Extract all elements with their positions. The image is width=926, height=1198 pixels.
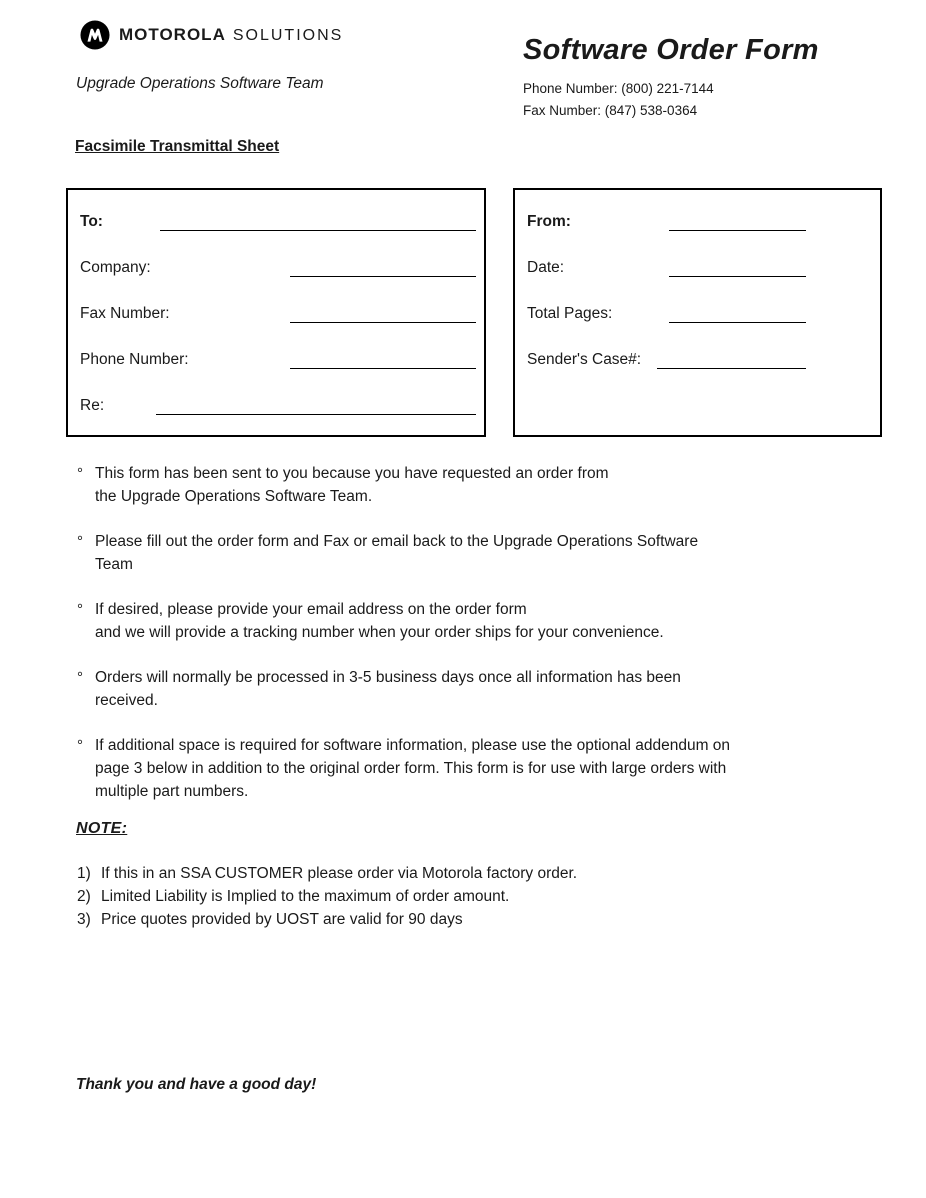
re-row bbox=[68, 376, 484, 422]
note-item-number: 3) bbox=[77, 911, 91, 928]
bullet-text-line: Orders will normally be processed in 3-5 business days once all information has been bbox=[95, 669, 681, 686]
note-heading: NOTE: bbox=[76, 820, 128, 837]
re-blank-line bbox=[156, 414, 476, 415]
bullet-text bbox=[95, 462, 877, 508]
brand-header bbox=[80, 20, 343, 50]
bullet-marker: ° bbox=[77, 533, 83, 550]
bullet-item bbox=[77, 530, 877, 576]
fax-number: Fax Number: (847) 538-0364 bbox=[523, 103, 698, 118]
closing-message: Thank you and have a good day! bbox=[76, 1076, 317, 1093]
to-blank-line bbox=[160, 230, 476, 231]
note-item-text: Limited Liability is Implied to the maximum of order amount. bbox=[101, 888, 510, 905]
sender-case-blank-line bbox=[657, 368, 806, 369]
phone-number: Phone Number: (800) 221-7144 bbox=[523, 81, 714, 96]
sender-case-label: Sender's Case#: bbox=[527, 351, 642, 368]
to-row bbox=[68, 190, 484, 238]
from-box bbox=[513, 188, 882, 437]
bullet-text-line: Please fill out the order form and Fax or email back to the Upgrade Operations Software bbox=[95, 533, 699, 550]
total-pages-row bbox=[515, 284, 880, 330]
total-pages-label: Total Pages: bbox=[527, 305, 613, 322]
sheet-title: Facsimile Transmittal Sheet bbox=[75, 138, 280, 155]
fax-label: Fax Number: bbox=[80, 305, 170, 322]
note-item-text: If this in an SSA CUSTOMER please order via Motorola factory order. bbox=[101, 865, 578, 882]
date-row bbox=[515, 238, 880, 284]
bullet-text-line: multiple part numbers. bbox=[95, 783, 249, 800]
brand-wordmark bbox=[119, 25, 343, 45]
team-subtitle: Upgrade Operations Software Team bbox=[76, 75, 324, 92]
fax-row bbox=[68, 284, 484, 330]
motorola-logo-icon bbox=[80, 20, 110, 50]
company-blank-line bbox=[290, 276, 476, 277]
bullet-text-line: and we will provide a tracking number when your order ships for your convenience. bbox=[95, 624, 664, 641]
bullet-text bbox=[95, 734, 877, 803]
bullet-text-line: page 3 below in addition to the original order form. This form is for use with large orders with bbox=[95, 760, 727, 777]
re-label: Re: bbox=[80, 397, 105, 414]
from-row bbox=[515, 190, 880, 238]
bullet-text-line: This form has been sent to you because you have requested an order from bbox=[95, 465, 609, 482]
bullet-text-line: Team bbox=[95, 556, 133, 573]
bullet-text bbox=[95, 598, 877, 644]
bullet-text bbox=[95, 530, 877, 576]
from-label: From: bbox=[527, 213, 571, 230]
note-item-number: 1) bbox=[77, 865, 91, 882]
bullet-marker: ° bbox=[77, 601, 83, 618]
bullet-text-line: the Upgrade Operations Software Team. bbox=[95, 488, 373, 505]
note-item bbox=[77, 908, 577, 931]
title-block bbox=[523, 34, 819, 122]
note-list bbox=[77, 862, 577, 931]
bullet-item bbox=[77, 462, 877, 508]
brand-name-solutions: SOLUTIONS bbox=[232, 27, 344, 44]
phone-label: Phone Number: bbox=[80, 351, 189, 368]
sender-case-row bbox=[515, 330, 880, 376]
bullet-item bbox=[77, 734, 877, 803]
to-box bbox=[66, 188, 486, 437]
bullet-text-line: received. bbox=[95, 692, 158, 709]
note-item bbox=[77, 862, 577, 885]
note-item-number: 2) bbox=[77, 888, 91, 905]
date-blank-line bbox=[669, 276, 806, 277]
brand-name-motorola: MOTOROLA bbox=[119, 25, 226, 44]
date-label: Date: bbox=[527, 259, 565, 276]
bullet-marker: ° bbox=[77, 737, 83, 754]
phone-row bbox=[68, 330, 484, 376]
bullet-marker: ° bbox=[77, 465, 83, 482]
phone-blank-line bbox=[290, 368, 476, 369]
note-item-text: Price quotes provided by UOST are valid for 90 days bbox=[101, 911, 463, 928]
instructions-list bbox=[77, 462, 877, 825]
fax-blank-line bbox=[290, 322, 476, 323]
note-item bbox=[77, 885, 577, 908]
bullet-text-line: If additional space is required for software information, please use the optional addendum on bbox=[95, 737, 731, 754]
bullet-item bbox=[77, 666, 877, 712]
company-row bbox=[68, 238, 484, 284]
bullet-item bbox=[77, 598, 877, 644]
to-label: To: bbox=[80, 213, 103, 230]
bullet-text bbox=[95, 666, 877, 712]
company-label: Company: bbox=[80, 259, 151, 276]
total-pages-blank-line bbox=[669, 322, 806, 323]
page-title: Software Order Form bbox=[523, 34, 819, 66]
bullet-text-line: If desired, please provide your email address on the order form bbox=[95, 601, 527, 618]
bullet-marker: ° bbox=[77, 669, 83, 686]
from-blank-line bbox=[669, 230, 806, 231]
